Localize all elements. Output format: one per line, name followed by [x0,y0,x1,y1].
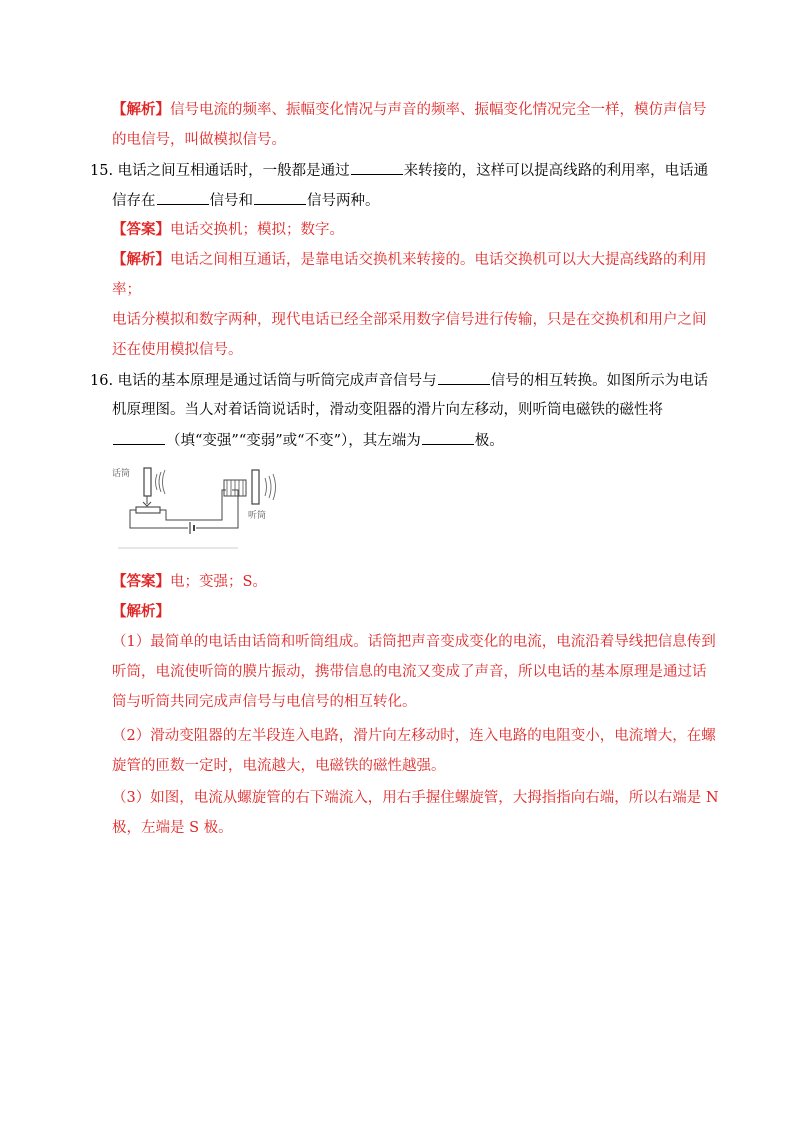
answer-tag: 【答案】 [112,221,170,238]
analysis-tag: 【解析】 [112,251,170,268]
sound-wave-icon [156,474,158,490]
analysis-16-p1-line2: 听筒，电流使听筒的膜片振动，携带信息的电流又变成了声音，所以电话的基本原理是通过话 [112,664,707,680]
receiver-diaphragm-icon [252,470,259,504]
diagram-label-mic: 话筒 [112,469,131,479]
analysis-16-p2-line2: 旋管的匝数一定时，电流越大，电磁铁的磁性越强。 [112,758,446,774]
analysis-16-p3-line2: 极，左端是 S 极。 [112,820,233,836]
telephone-circuit-diagram [110,462,296,552]
analysis-16-p1-line3: 筒与听筒共同完成声信号与电信号的相互转化。 [112,694,417,710]
answer-15: 【答案】电话交换机；模拟；数字。 [112,221,344,238]
analysis-16-tag [112,602,170,622]
question-15-line2: 信存在 信号和 信号两种。 [112,190,380,211]
microphone-diaphragm-icon [144,468,151,496]
analysis-15-line3: 电话分模拟和数字两种，现代电话已经全部采用数字信号进行传输，只是在交换机和用户之间 [112,312,707,328]
analysis-16-p3-line1: （3）如图，电流从螺旋管的右下端流入，用右手握住螺旋管，大拇指指向右端，所以右端是 N [112,790,719,806]
answer-blank [351,160,403,175]
question-16-line3: （填“变强”“变弱”或“不变”），其左端为 极。 [112,430,504,451]
answer-blank [254,190,306,205]
answer-blank [157,190,209,205]
analysis-16-p1-line1: （1）最简单的电话由话筒和听筒组成。话筒把声音变成变化的电流，电流沿着导线把信息传到 [112,634,716,650]
answer-blank [113,430,165,445]
question-15-line1: 15. 电话之间互相通话时，一般都是通过 来转接的，这样可以提高线路的利用率，电话通 [90,160,708,181]
answer-tag: 【答案】 [112,573,170,590]
question-number: 16. [90,373,114,389]
rheostat-icon [136,507,160,513]
analysis-tag: 【解析】 [112,101,170,118]
analysis-15-line2: 率； [112,282,141,298]
question-16-line1: 16. 电话的基本原理是通过话筒与听筒完成声音信号与 信号的相互转换。如图所示为电话 [90,370,708,391]
answer-16: 【答案】电；变强；S。 [112,573,267,590]
analysis-16-p2-line1: （2）滑动变阻器的左半段连入电路，滑片向左移动时，连入电路的电阻变小，电流增大，在螺 [112,728,716,744]
analysis-tag: 【解析】 [112,603,170,620]
question-number: 15. [90,163,114,179]
question-16-line2: 机原理图。当人对着话筒说话时，滑动变阻器的滑片向左移动，则听筒电磁铁的磁性将 [112,402,663,418]
analysis14-line2: 的电信号，叫做模拟信号。 [112,132,286,148]
answer-blank [438,370,490,385]
analysis14-line1: 【解析】信号电流的频率、振幅变化情况与声音的频率、振幅变化情况完全一样，模仿声信号 [112,101,707,118]
diagram-label-receiver: 听筒 [248,511,267,521]
analysis-15-line4: 还在使用模拟信号。 [112,342,243,358]
analysis-15-line1: 【解析】电话之间相互通话，是靠电话交换机来转接的。电话交换机可以大大提高线路的利用 [112,251,707,268]
answer-blank [422,430,474,445]
